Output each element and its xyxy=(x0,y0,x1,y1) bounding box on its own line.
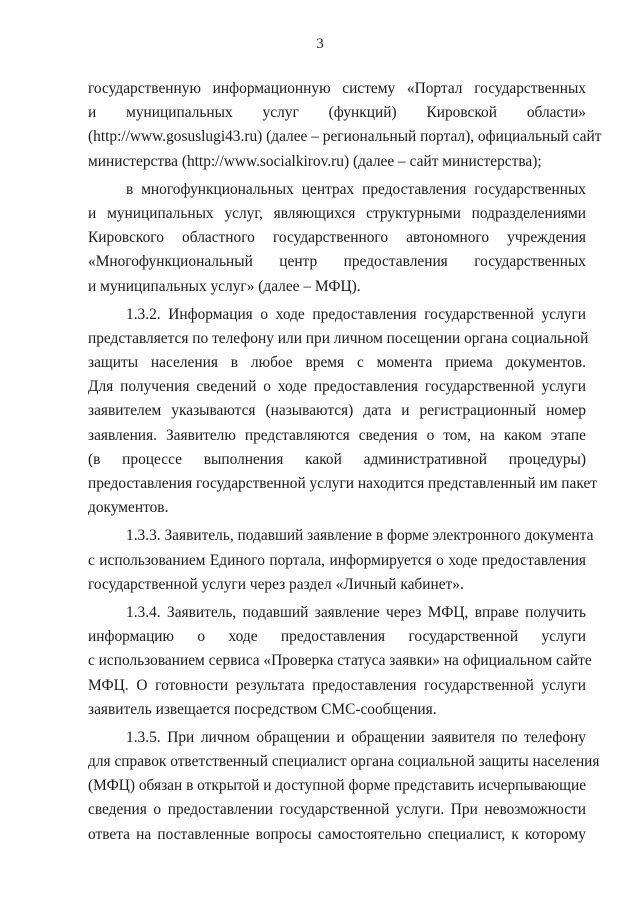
text-line: заявления. Заявителю представляются сведения о том, на каком этапе xyxy=(88,426,586,444)
text-line: информацию о ходе предоставления государственной услуги xyxy=(88,628,586,646)
text-line: (МФЦ) обязан в открытой и доступной форме представить исчерпывающие xyxy=(88,777,587,795)
paragraph xyxy=(88,524,594,597)
text-line: государственной услуги через раздел «Личный кабинет». xyxy=(88,575,464,593)
text-line: и муниципальных услуг» (далее – МФЦ). xyxy=(88,277,361,295)
text-line: 1.3.3. Заявитель, подавший заявление в форме электронного документа xyxy=(126,527,594,545)
paragraph xyxy=(88,726,600,847)
text-line: сведения о предоставлении государственной услуги. При невозможности xyxy=(88,801,586,819)
text-line: и муниципальных услуг, являющихся структурными подразделениями xyxy=(88,204,586,222)
text-line: 1.3.5. При личном обращении и обращении заявителя по телефону xyxy=(126,728,586,746)
text-line: 1.3.2. Информация о ходе предоставления государственной услуги xyxy=(126,305,586,323)
text-line: документов. xyxy=(88,499,169,517)
paragraph xyxy=(88,601,592,722)
text-line: заявителем указываются (называются) дата и регистрационный номер xyxy=(88,402,586,420)
text-line: (http://www.gosuslugi43.ru) (далее – региональный портал), официальный сайт xyxy=(88,128,602,146)
text-line: 1.3.4. Заявитель, подавший заявление через МФЦ, вправе получить xyxy=(126,603,586,621)
text-line: предоставления государственной услуги находится представленный им пакет xyxy=(88,475,598,492)
text-line: «Многофункциональный центр предоставления государственных xyxy=(88,253,586,271)
paragraph xyxy=(88,178,586,299)
text-line: и муниципальных услуг (функций) Кировской области» xyxy=(88,104,586,122)
text-line: министерства (http://www.socialkirov.ru) (далее – сайт министерства); xyxy=(88,152,542,170)
text-line: МФЦ. О готовности результата предоставления государственной услуги xyxy=(88,676,586,694)
paragraph xyxy=(88,303,598,521)
text-line: Кировского областного государственного автономного учреждения xyxy=(88,229,586,247)
paragraph xyxy=(88,77,602,174)
text-line: защиты населения в любое время с момента приема документов. xyxy=(88,354,586,372)
text-line: (в процессе выполнения какой административной процедуры) xyxy=(88,450,586,468)
text-line: для справок ответственный специалист органа социальной защиты населения xyxy=(88,753,600,771)
text-line: в многофункциональных центрах предоставления государственных xyxy=(126,180,586,198)
page-number: 3 xyxy=(316,36,324,52)
document-body xyxy=(88,77,602,847)
text-line: государственную информационную систему «Портал государственных xyxy=(88,80,586,97)
text-line: Для получения сведений о ходе предоставления государственной услуги xyxy=(88,378,586,396)
text-line: ответа на поставленные вопросы самостоятельно специалист, к которому xyxy=(88,825,586,843)
text-line: с использованием сервиса «Проверка статуса заявки» на официальном сайте xyxy=(88,652,592,670)
text-line: заявитель извещается посредством СМС-сообщения. xyxy=(88,700,437,718)
text-line: с использованием Единого портала, информируется о ходе предоставления xyxy=(88,551,586,569)
text-line: представляется по телефону или при личном посещении органа социальной xyxy=(88,329,589,347)
